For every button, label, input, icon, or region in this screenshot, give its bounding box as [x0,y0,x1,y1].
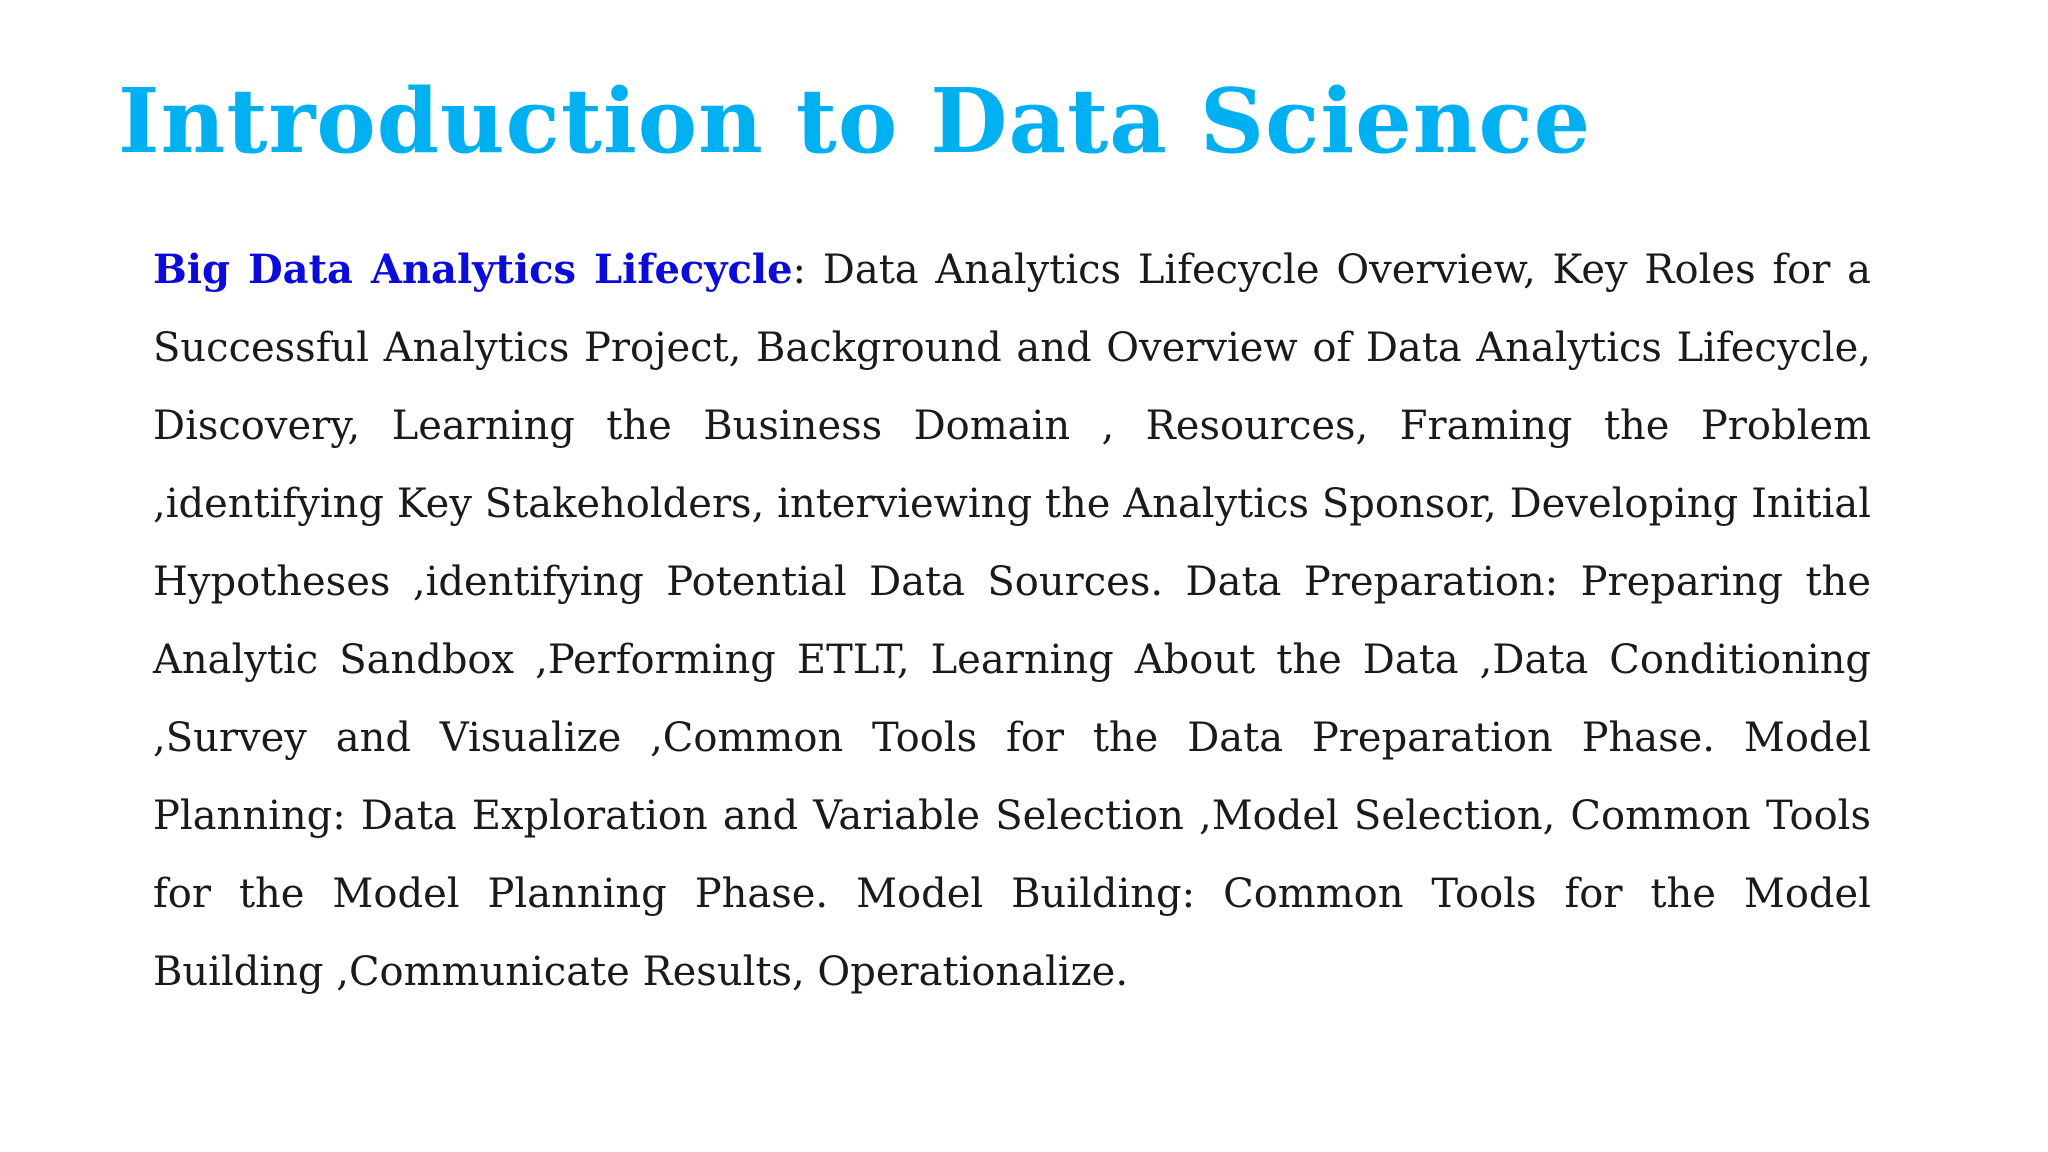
slide-title: Introduction to Data Science [118,68,1592,173]
paragraph-body-text: : Data Analytics Lifecycle Overview, Key Roles for a Successful Analytics Project, Background and Overview of Data Analytics Lifecycle, Discovery, Learning the Business Domain , Resources, Framing the Problem ,identifying Key Stakeholders, interviewing the Analytics Sponsor, Developing Initial Hypotheses ,identifying Potential Data Sources. Data Preparation: Preparing the Analytic Sandbox ,Performing ETLT, Learning About the Data ,Data Conditioning ,Survey and Visualize ,Common Tools for the Data Preparation Phase. Model Planning: Data Exploration and Variable Selection ,Model Selection, Common Tools for the Model Planning Phase. Model Building: Common Tools for the Model Building ,Communicate Results, Operationalize. [153,247,1872,995]
syllabus-paragraph [153,231,1871,1011]
paragraph-lead-term: Big Data Analytics Lifecycle [153,246,793,293]
